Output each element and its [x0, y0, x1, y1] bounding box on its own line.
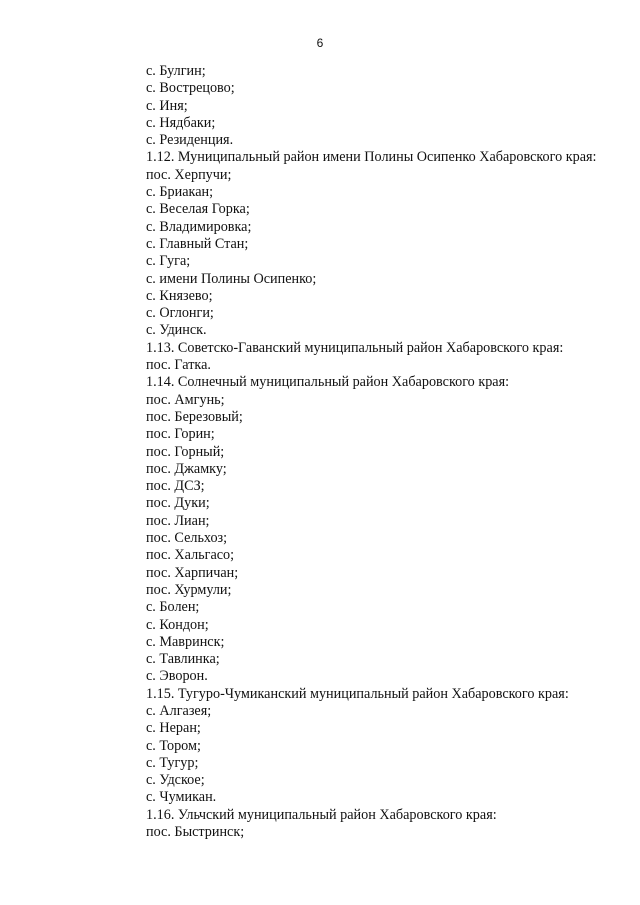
- list-item: пос. Херпучи;: [146, 166, 232, 183]
- list-item: с. Главный Стан;: [146, 235, 249, 252]
- section-heading: 1.16. Ульчский муниципальный район Хабаровского края:: [146, 806, 497, 823]
- list-item: пос. Хурмули;: [146, 581, 232, 598]
- list-item: пос. Березовый;: [146, 408, 243, 425]
- list-item: с. Мавринск;: [146, 633, 225, 650]
- list-item: пос. Сельхоз;: [146, 530, 228, 547]
- page-number: 6: [316, 36, 324, 50]
- list-item: с. Князево;: [146, 287, 213, 304]
- list-item: пос. Хальгасо;: [146, 547, 235, 564]
- list-item: с. Нядбаки;: [146, 114, 216, 131]
- list-item: с. Иня;: [146, 97, 188, 114]
- list-item: с. Удское;: [146, 772, 205, 789]
- list-item: с. имени Полины Осипенко;: [146, 270, 317, 287]
- section-heading: 1.14. Солнечный муниципальный район Хабаровского края:: [146, 374, 510, 391]
- list-item: пос. Быстринск;: [146, 824, 245, 841]
- list-item: пос. Дуки;: [146, 495, 210, 512]
- list-item: с. Тугур;: [146, 754, 199, 771]
- list-item: с. Бриакан;: [146, 184, 214, 201]
- section-heading: 1.15. Тугуро-Чумиканский муниципальный район Хабаровского края:: [146, 685, 569, 702]
- list-item: с. Алгазея;: [146, 702, 212, 719]
- list-item: с. Неран;: [146, 720, 201, 737]
- list-item: с. Вострецово;: [146, 80, 235, 97]
- list-item: с. Резиденция.: [146, 132, 234, 149]
- list-item: пос. Джамку;: [146, 460, 227, 477]
- list-item: пос. Горный;: [146, 443, 225, 460]
- list-item: пос. Гатка.: [146, 357, 211, 374]
- list-item: пос. ДСЗ;: [146, 478, 205, 495]
- list-item: с. Булгин;: [146, 63, 206, 79]
- list-item: с. Тавлинка;: [146, 651, 220, 668]
- list-item: пос. Горин;: [146, 426, 215, 443]
- list-item: с. Эворон.: [146, 668, 208, 685]
- list-item: с. Гуга;: [146, 253, 191, 270]
- list-item: пос. Харпичан;: [146, 564, 239, 581]
- list-item: пос. Лиан;: [146, 512, 210, 529]
- list-item: с. Владимировка;: [146, 218, 252, 235]
- list-item: с. Удинск.: [146, 322, 207, 339]
- list-item: с. Чумикан.: [146, 789, 217, 806]
- settlement-list: [146, 63, 597, 841]
- list-item: с. Тором;: [146, 737, 201, 754]
- list-item: с. Веселая Горка;: [146, 201, 250, 218]
- list-item: пос. Амгунь;: [146, 391, 225, 408]
- list-item: с. Оглонги;: [146, 305, 214, 322]
- section-heading: 1.12. Муниципальный район имени Полины Осипенко Хабаровского края:: [146, 149, 597, 166]
- list-item: с. Кондон;: [146, 616, 209, 633]
- list-item: с. Болен;: [146, 599, 200, 616]
- section-heading: 1.13. Советско-Гаванский муниципальный район Хабаровского края:: [146, 339, 564, 356]
